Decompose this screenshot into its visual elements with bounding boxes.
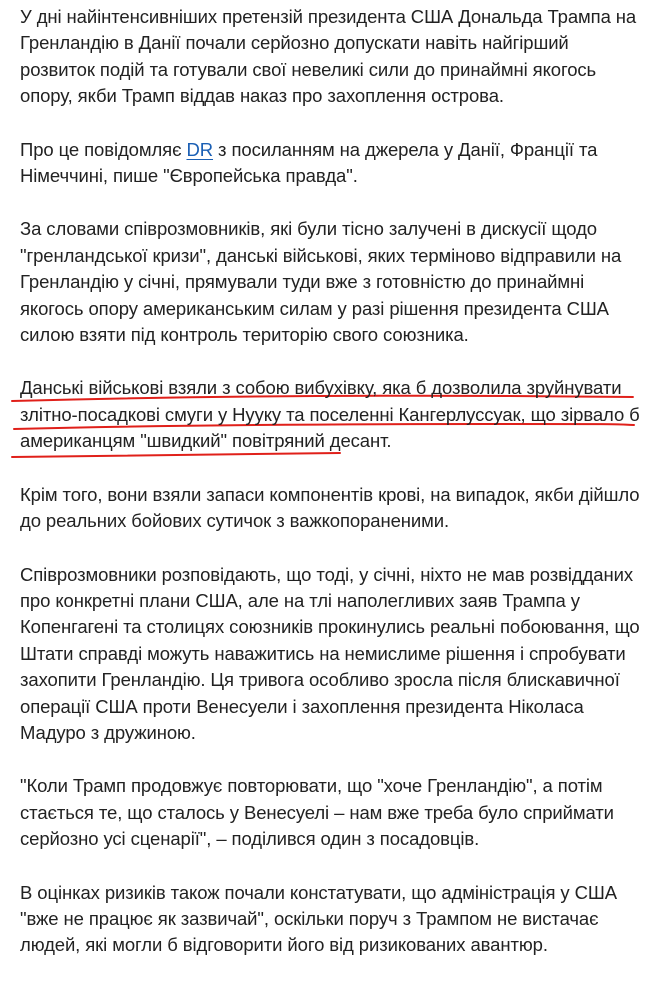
- paragraph-interlocutors: За словами співрозмовників, які були тісно залучені в дискусії щодо "гренландської кризи", данські військові, яких терміново відправили на Гренландію у січні, прямували туди вже з готовністю до принаймні якогось опору американським силам у разі рішення президента США силою взяти під контроль територію свого союзника.: [20, 218, 622, 346]
- source-text-before: Про це повідомляє: [20, 138, 187, 160]
- paragraph-explosives-highlighted: [20, 375, 646, 454]
- article-body: [20, 4, 646, 987]
- dr-source-link[interactable]: DR: [186, 138, 214, 160]
- paragraph-source: [20, 137, 646, 190]
- paragraph-intro: У дні найінтенсивніших претензій президента США Дональда Трампа на Гренландію в Данії почали серйозно допускати навіть найгірший розвиток подій та готували свої невеликі сили до принаймні якогось опору, якби Трамп віддав наказ про захоплення острова.: [20, 6, 637, 107]
- paragraph-risk-assessment: В оцінках ризиків також почали констатувати, що адміністрація у США "вже не працює як зазвичай", оскільки поруч з Трампом не вистачає людей, які могли б відговорити його від ризикованих авантюр.: [20, 881, 617, 956]
- paragraph-intelligence: Співрозмовники розповідають, що тоді, у січні, ніхто не мав розвідданих про конкретні плани США, але на тлі наполегливих заяв Трампа у Копенгагені та столицях союзників прокинулись реальні побоювання, що Штати справді можуть наважитись на немислиме рішення і спробувати захопити Гренландію. Ця тривога особливо зросла після блискавичної операції США проти Венесуели і захоплення президента Ніколаса Мадуро з дружиною.: [20, 563, 640, 743]
- source-text-after: з посиланням на джерела у Данії, Франції та Німеччині, пише "Європейська правда".: [20, 138, 598, 187]
- highlighted-text: Данські військові взяли з собою вибухівку, яка б дозволила зруйнувати злітно-посадкові смуги у Нууку та поселенні Кангерлуссуак, що зірвало б американцям "швидкий" повітряний десант.: [20, 377, 640, 452]
- paragraph-quote: "Коли Трамп продовжує повторювати, що "хоче Гренландію", а потім стається те, що сталось у Венесуелі – нам вже треба було сприймати серйозно усі сценарії", – поділився один з посадовців.: [20, 775, 614, 850]
- paragraph-blood-supplies: Крім того, вони взяли запаси компонентів крові, на випадок, якби дійшло до реальних бойових сутичок з важкопораненими.: [20, 483, 640, 532]
